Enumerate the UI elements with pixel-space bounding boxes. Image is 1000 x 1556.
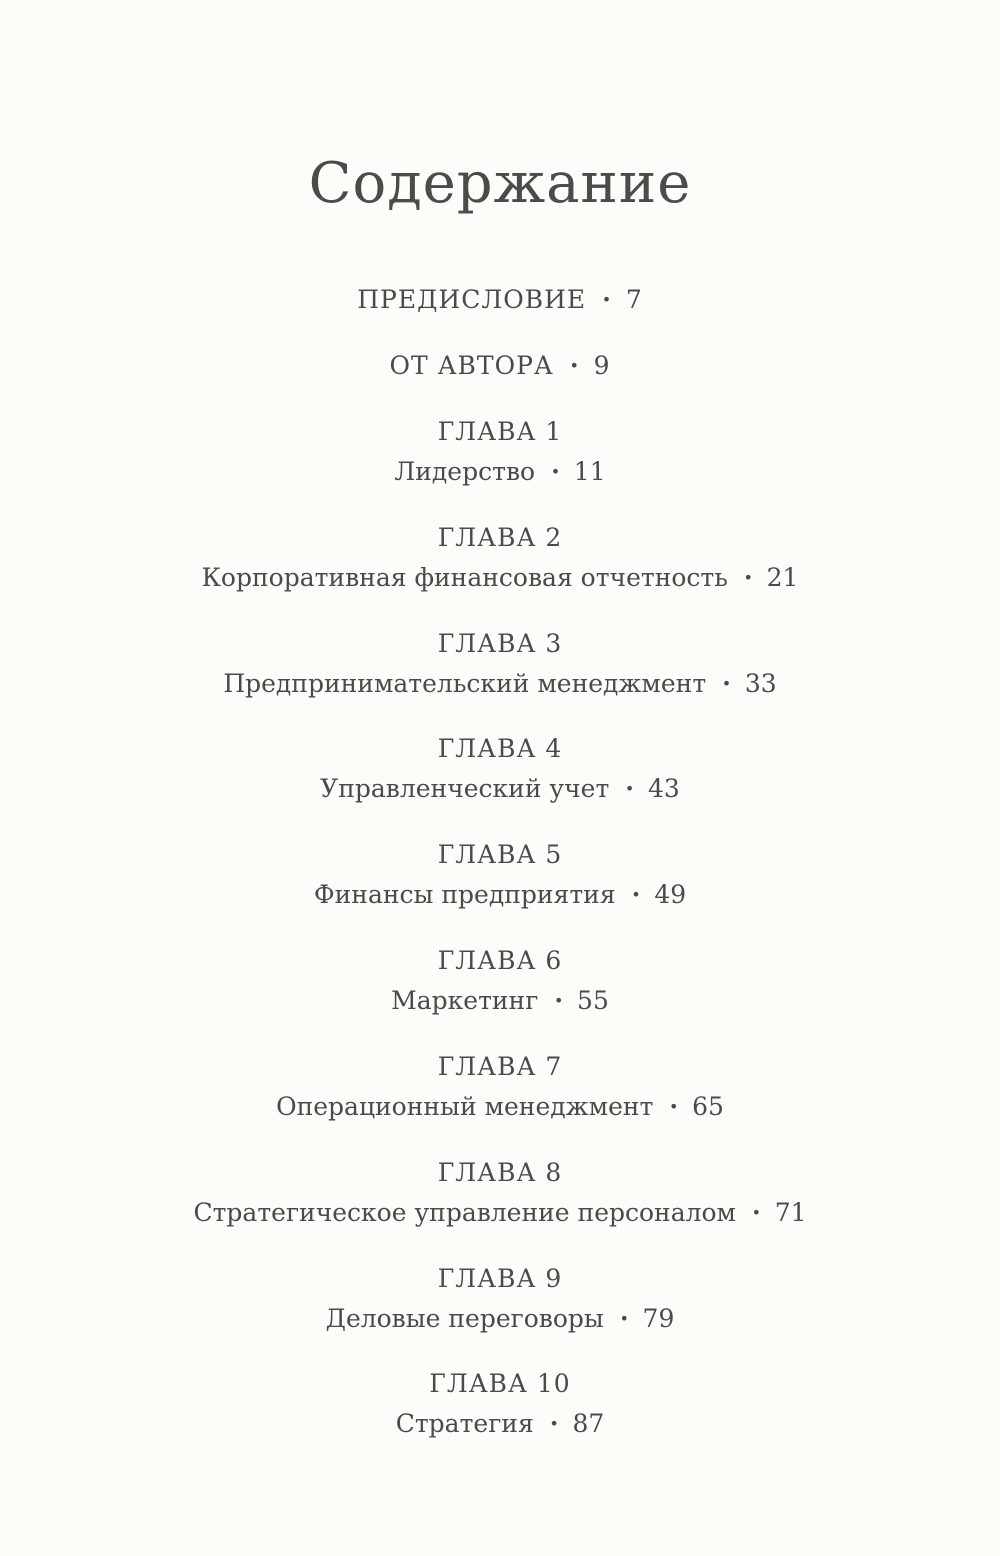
entry-page: 65 [692,1092,724,1121]
entry-title: Операционный менеджмент [276,1092,654,1121]
separator-dot: · [619,1304,629,1333]
entry-page: 9 [593,351,611,380]
chapter-label: ГЛАВА 6 [437,946,563,975]
separator-dot: · [752,1198,761,1227]
entry-title: Управленческий учет [320,774,610,803]
entry-title: Корпоративная финансовая отчетность [201,563,728,592]
entry-page: 55 [577,986,609,1015]
toc-entry-chapter-10[interactable] [0,1407,1000,1441]
page-title: Содержание [308,151,692,216]
toc-entry-chapter-2[interactable] [0,561,1000,595]
separator-dot: · [631,880,641,909]
entry-page: 11 [573,457,606,486]
entry-page: 49 [654,880,687,909]
entry-page: 21 [766,563,799,592]
entry-title: Предпринимательский менеджмент [223,669,707,698]
entry-page: 87 [572,1409,605,1438]
separator-dot: · [551,457,560,486]
entry-title: Лидерство [394,457,536,486]
entry-page: 71 [774,1198,807,1227]
toc-entry-chapter-4[interactable] [0,772,1000,806]
chapter-label: ГЛАВА 9 [437,1264,563,1293]
entry-page: 7 [625,285,643,314]
entry-page: 79 [642,1304,675,1333]
toc-entry-author[interactable] [0,349,1000,383]
toc-entry-chapter-9[interactable] [0,1302,1000,1336]
separator-dot: · [554,986,564,1015]
toc-entry-chapter-3[interactable] [0,667,1000,701]
entry-title: Стратегическое управление персоналом [193,1198,737,1227]
separator-dot: · [569,351,580,380]
separator-dot: · [549,1409,559,1438]
toc-entry-chapter-5[interactable] [0,878,1000,912]
entry-page: 43 [648,774,680,803]
entry-title: ОТ АВТОРА [389,351,554,380]
chapter-label: ГЛАВА 3 [437,629,563,658]
chapter-label: ГЛАВА 2 [437,523,563,552]
separator-dot: · [625,774,635,803]
chapter-label: ГЛАВА 1 [437,417,563,446]
separator-dot: · [722,669,731,698]
chapter-label: ГЛАВА 8 [437,1158,563,1187]
entry-title: Стратегия [395,1409,534,1438]
chapter-label: ГЛАВА 5 [437,840,563,869]
entry-title: Финансы предприятия [313,880,616,909]
entry-title: Маркетинг [391,986,539,1015]
toc-entry-chapter-7[interactable] [0,1090,1000,1124]
separator-dot: · [669,1092,679,1121]
chapter-label: ГЛАВА 10 [429,1369,571,1398]
separator-dot: · [602,285,612,314]
chapter-label: ГЛАВА 4 [437,734,563,763]
entry-title: Деловые переговоры [325,1304,604,1333]
toc-entry-chapter-6[interactable] [0,984,1000,1018]
entry-title: ПРЕДИСЛОВИЕ [357,285,587,314]
toc-entry-chapter-1[interactable] [0,455,1000,489]
toc-entry-preface[interactable] [0,283,1000,317]
separator-dot: · [743,563,753,592]
toc-entry-chapter-8[interactable] [0,1196,1000,1230]
entry-page: 33 [744,669,777,698]
chapter-label: ГЛАВА 7 [437,1052,563,1081]
